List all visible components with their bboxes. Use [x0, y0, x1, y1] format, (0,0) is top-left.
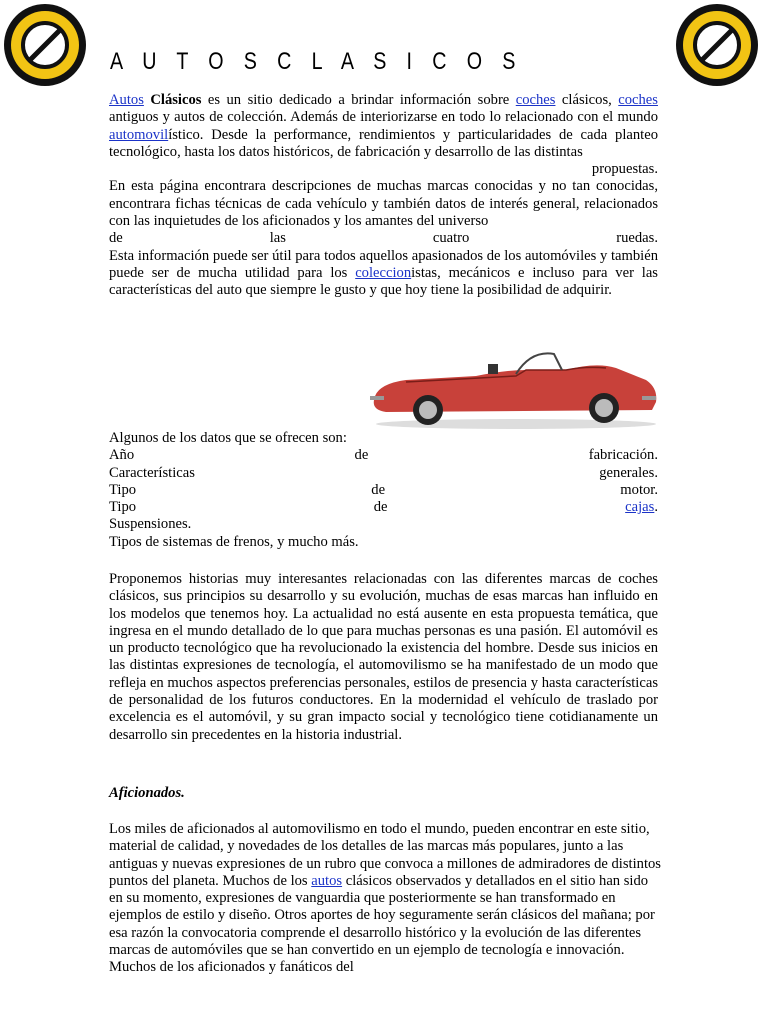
pdf-xchange-badge-right[interactable] [674, 2, 760, 88]
page-title: A U T O S C L A S I C O S [110, 48, 523, 75]
history-section [109, 571, 658, 744]
aficionados-paragraph: Los miles de aficionados al automovilismo en todo el mundo, pueden encontrar en este sitio, material de calidad, y novedades de los detalles de las marcas más populares, junto a las antiguas y nuevas expresiones de un rubro que convoca a millones de admiradores de distintos puntos del planeta. Muchos de los autos clásicos observados y detallados en el sitio han sido en su momento, expresiones de vanguardia que posteriormente se han transformado en ejemplos de estilo y diseño. Otros aportes de hoy seguramente serán clásicos del mañana; por esa razón la convocatoria comprende el desarrollo histórico y la evolución de las diferentes marcas de automóviles que se han convertido en un ejemplo de tecnología e innovación. Muchos de los aficionados y fanáticos del [109, 821, 661, 976]
data-list-item-4: Tipo de cajas. [109, 499, 658, 516]
data-list-item-2: Características generales. [109, 464, 658, 481]
intro-paragraph-3: Esta información puede ser útil para todos aquellos apasionados de los automóviles y también puede ser de mucha utilidad para los coleccionistas, mecánicos e incluso para ver las características del auto que siempre le gusto y que hoy tiene la posibilidad de adquirir. [109, 247, 658, 299]
intro-paragraph: Autos Clásicos es un sitio dedicado a brindar información sobre coches clásicos, coches antiguos y autos de colección. Además de interiorizarse en todo lo relacionado con el mundo automovilístico. Desde la performance, rendimientos y particularidades de cada planteo tecnológico, hasta los datos históricos, de fabricación y desarrollo de las distintas [109, 92, 658, 160]
data-list-section [109, 430, 658, 551]
aficionados-heading: Aficionados. [109, 785, 185, 801]
aficionados-body [109, 821, 661, 977]
aficionados-section [109, 785, 658, 802]
data-list-item-5: Suspensiones. [109, 516, 192, 533]
link-coches-2[interactable]: coches [618, 92, 658, 108]
intro-paragraph-2: En esta página encontrara descripciones de muchas marcas conocidas y no tan conocidas, encontrara fichas técnicas de cada vehículo y también datos de interés general, relacionados con las inquietudes de los aficionados y los amantes del universo [109, 178, 658, 230]
bold-clasicos: Clásicos [150, 92, 202, 108]
link-autos[interactable]: Autos [109, 92, 144, 108]
link-autos-2[interactable]: autos [311, 872, 343, 889]
intro-section [109, 92, 658, 300]
link-automovil[interactable]: automovil [109, 126, 169, 143]
data-list-item-1: Año de fabricación. [109, 447, 658, 464]
intro-paragraph-end: propuestas. [591, 161, 658, 178]
link-coleccion[interactable]: coleccion [355, 264, 412, 281]
data-list-item-3: Tipo de motor. [109, 481, 658, 498]
link-coches-1[interactable]: coches [515, 92, 556, 108]
red-classic-car-image [366, 340, 660, 432]
history-paragraph: Proponemos historias muy interesantes relacionadas con las diferentes marcas de coches clásicos, sus principios su desarrollo y su evolución, muchas de esas marcas han influido en los modelos que tenemos hoy. La actualidad no está ausente en esta propuesta temática, que ingresa en el mundo detallado de lo que para muchas personas es una pasión. El automóvil es un producto tecnológico que ha revolucionado la existencia del hombre. Desde sus inicios en las distintas expresiones de tecnología, el automovilismo se ha manifestado de un modo que refleja en muchos aspectos preferencias personales, estilos de presencia y hasta características de personalidad de los futuros conductores. En la modernidad el vehículo de traslado por excelencia es el automóvil, y su gran impacto social y tecnológico tiene cotidianamente un desarrollo sin precedentes en la historia industrial. [109, 571, 658, 743]
intro-paragraph-2-end: de las cuatro ruedas. [109, 230, 658, 247]
link-cajas[interactable]: cajas [625, 499, 655, 516]
data-list-heading: Algunos de los datos que se ofrecen son: [109, 430, 347, 446]
pdf-xchange-badge-left[interactable] [2, 2, 88, 88]
data-list-item-6: Tipos de sistemas de frenos, y mucho más. [109, 533, 359, 550]
